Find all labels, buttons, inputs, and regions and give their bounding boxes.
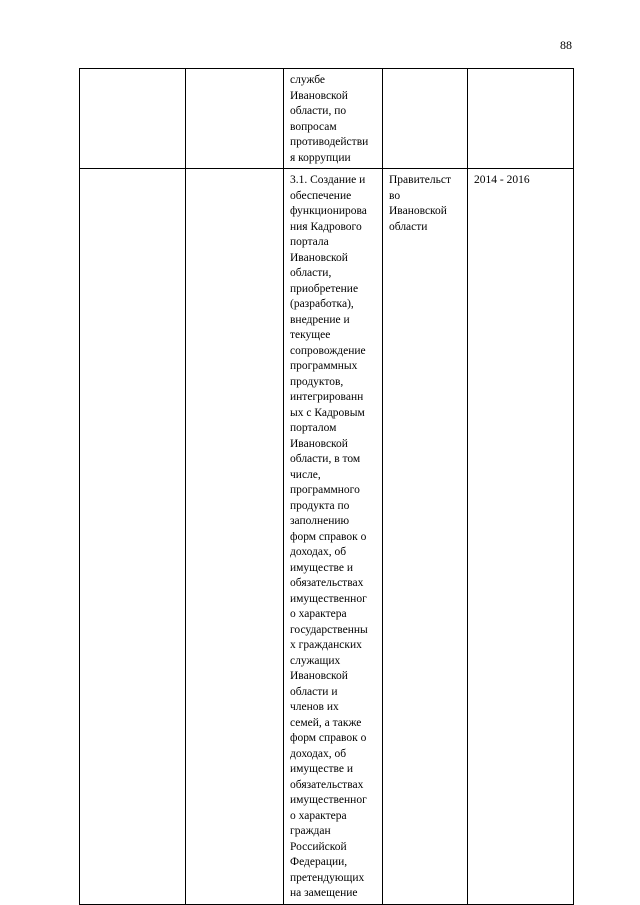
- text-line: службе: [290, 74, 326, 86]
- table-cell-col2: [186, 69, 284, 169]
- text-line: программных: [290, 360, 358, 372]
- text-line: области, по: [290, 105, 347, 117]
- text-line: продуктов,: [290, 375, 344, 388]
- text-line: ния Кадрового: [290, 220, 362, 233]
- page-number: 88: [560, 38, 572, 52]
- text-line: имущественног: [290, 592, 367, 605]
- text-line: семей, а также: [290, 716, 362, 729]
- text-line: ых с Кадровым: [290, 406, 365, 419]
- text-line: Федерации,: [290, 856, 348, 868]
- text-line: внедрение и: [290, 313, 350, 326]
- text-line: о характера: [290, 809, 347, 822]
- text-line: Ивановской: [290, 89, 348, 102]
- text-line: Правительст: [389, 174, 451, 186]
- text-line: области,: [290, 267, 332, 279]
- measure-description-text: [290, 173, 376, 902]
- table-cell-col1: [80, 169, 186, 905]
- text-line: форм справок о: [290, 732, 367, 744]
- text-line: Ивановской: [389, 205, 447, 217]
- text-line: Ивановской: [290, 670, 348, 682]
- text-line: Российской: [290, 840, 347, 853]
- text-line: имуществе и: [290, 763, 354, 775]
- text-line: текущее: [290, 329, 331, 341]
- period-cell: [468, 69, 574, 169]
- text-line: области и: [290, 685, 338, 698]
- text-line: форм справок о: [290, 530, 367, 543]
- program-measures-table: [79, 68, 574, 905]
- text-line: обязательствах: [290, 778, 364, 791]
- text-line: числе,: [290, 468, 321, 481]
- period-cell: 2014 - 2016: [468, 169, 574, 905]
- text-line: сопровождение: [290, 344, 366, 357]
- table-cell-col2: [186, 169, 284, 905]
- measure-description-cell: [284, 69, 383, 169]
- text-line: на замещение: [290, 887, 358, 899]
- text-line: х гражданских: [290, 639, 362, 651]
- executor-cell: [383, 169, 468, 905]
- text-line: граждан: [290, 825, 331, 837]
- text-line: приобретение: [290, 282, 359, 295]
- text-line: программного: [290, 484, 360, 496]
- executor-text: [389, 173, 461, 235]
- text-line: во: [389, 189, 401, 202]
- text-line: доходах, об: [290, 546, 347, 558]
- text-line: Ивановской: [290, 437, 348, 450]
- text-line: имущественног: [290, 794, 367, 806]
- text-line: функционирова: [290, 205, 367, 217]
- text-line: продукта по: [290, 499, 350, 512]
- executor-cell: [383, 69, 468, 169]
- text-line: претендующих: [290, 871, 365, 884]
- text-line: государственны: [290, 623, 368, 636]
- text-line: доходах, об: [290, 747, 347, 760]
- text-line: служащих: [290, 654, 341, 667]
- text-line: я коррупции: [290, 151, 351, 164]
- text-line: имуществе и: [290, 561, 354, 574]
- text-line: противодействи: [290, 136, 369, 148]
- text-line: области: [389, 220, 428, 233]
- text-line: о характера: [290, 608, 347, 620]
- text-line: 3.1. Создание и: [290, 174, 366, 186]
- text-line: порталом: [290, 422, 337, 434]
- text-line: вопросам: [290, 120, 337, 133]
- text-line: области, в том: [290, 453, 361, 465]
- measure-description-text: [290, 73, 376, 166]
- text-line: Ивановской: [290, 251, 348, 264]
- measure-description-cell: [284, 169, 383, 905]
- text-line: обеспечение: [290, 189, 352, 202]
- table-cell-col1: [80, 69, 186, 169]
- text-line: обязательствах: [290, 577, 364, 589]
- text-line: портала: [290, 236, 329, 248]
- table-row: [80, 69, 574, 169]
- text-line: (разработка),: [290, 298, 354, 310]
- table-row: [80, 169, 574, 905]
- text-line: членов их: [290, 701, 339, 713]
- text-line: интегрированн: [290, 391, 364, 403]
- text-line: заполнению: [290, 515, 350, 527]
